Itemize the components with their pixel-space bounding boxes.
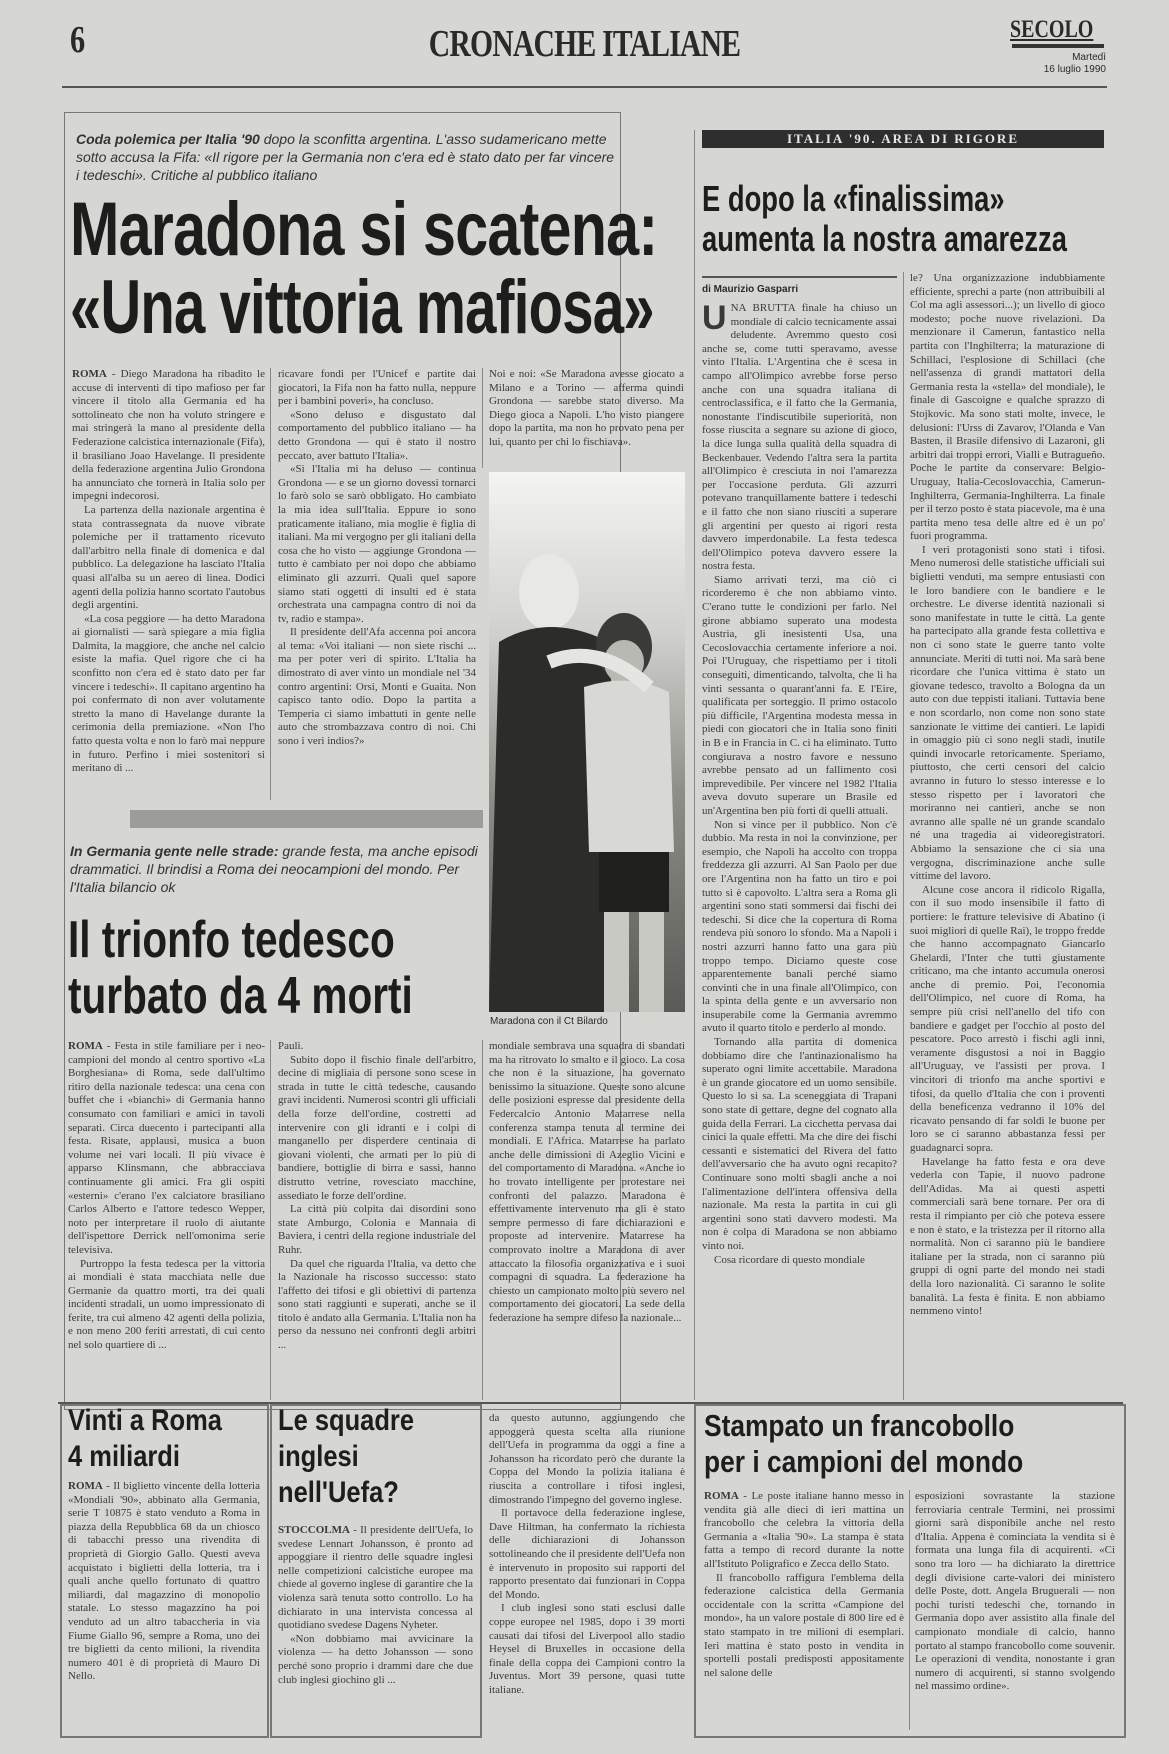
maradona-col-3: [489, 368, 684, 468]
deck-bold: Coda polemica per Italia '90: [76, 131, 260, 147]
paragraph: «Sì l'Italia mi ha deluso — continua Grondona — e se un giorno dovessi tornarci lo farò solo se sarò obbligato. Ho cambiato la mia idea sull'Italia. Eppure io sono praticamente italiano, mia moglie è figlia di italiani. Ma mi vergogno per gli italiani della cosa che ho visto — aggiunge Grondona — tutto è cambiato per noi dopo che abbiamo eliminato gli azzurri. Quali quel sapore siamo stati oggetti di insulti ed è stata orchestrata una campagna contro di noi da tv, radio e stampa».: [278, 463, 476, 625]
paragraph: Alcune cose ancora il ridicolo Rigalla, con il suo modo insensibile il fatto di portiere: le fratture televisive di Abatino (i suoi migliori di quelle Rai), le troppo fredde che hanno accompagnato Giancarlo Ghelardi, l'Inter che tutti giustamente criticano, ma che intanto accumula onerosi anche di premio. Poi, l'economia dell'Olimpico, nel cuore di Roma, ha sempre più crisi nell'anello del tifo con bandiere e gadget per l'occhio al posto del pescatore. Poco arrestò i fischi agli inni, veramente disgustosi a noi in Baggio all'Uruguay, ve l'assisti per prova. I vincitori di trionfo ma anche sportivi e tifosi, da quello d'Italia che con i proventi della beneficenza vedranno il 10% del ricavato pensando di far soldi le buone per loro se ci saranno abbastanza fessi per guadagnarci sopra.: [910, 883, 1105, 1154]
column-rule: [694, 130, 695, 1400]
paragraph: «Sono deluso e disgustato dal comportamento del pubblico italiano — ha detto Grondona — qui è stato il nostro peccato, aver battuto l'Italia».: [278, 408, 476, 462]
paragraph: Tornando alla partita di domenica dobbiamo dire che l'antinazionalismo ha superato ogni limite accettabile. Maradona è un grande giocatore ed un uomo sensibile. Questo lo si sa. La sceneggiata di Trapani sono state di gettare, degne del cognato alla guida della Ferrari. La cicchetta pervasa dai cinici la quale effetti. Ma che dire dei fischi cessanti e sistematici del Rivera del fatto dell'avversario che ha avuto ogni recapito? Continuare sono molti sbagli anche a noi l'alimentazione dell'intera offensiva della nazionale. Ma resta la partita in cui gli argentini sono stati davvero modesti. Ma non è colpa di Maradona se non abbiamo vinto noi.: [702, 1036, 897, 1252]
column-rule: [909, 1490, 910, 1730]
column-rule: [482, 368, 483, 468]
paragraph: «Non dobbiamo mai avvicinare la violenza — ha detto Johansson — sono perché sono proprio i drammi dare che due club inglesi giochino gli ...: [278, 1632, 473, 1686]
germania-deck: [70, 842, 480, 896]
finalissima-col-2: [910, 272, 1105, 1400]
finalissima-headline-2: aumenta la nostra amarezza: [702, 218, 1067, 259]
byline: di Maurizio Gasparri: [702, 284, 799, 295]
vinti-headline-2: 4 miliardi: [68, 1440, 180, 1473]
logo-underbar: [1012, 44, 1104, 48]
paragraph: «La cosa peggiore — ha detto Maradona ai giornalisti — sarà spiegare a mia figlia Dalmita, la maggiore, che anche nel calcio esiste la mafia. Quel rigore che ci ha sconfitto non c'era ed è stato dato per far vincere i tedeschi». Il capitano argentino ha poi confermato di non aver volutamente stretto la mano di Havelange durante la cerimonia della premiazione. «Non l'ho fatto questa volta e non lo farò mai neppure in futuro. Perfino i miei sostenitori si meritano di ...: [72, 612, 265, 775]
francobollo-headline-1: Stampato un francobollo: [704, 1408, 1015, 1443]
paragraph: Il presidente dell'Afa accenna poi ancora al tema: «Voi italiani — non siete rischi ... ma per poter veri di spirito. L'Italia ha dimostrato di aver vinto un mondiale nel '34 contro argentini: Orsi, Monti e Guaita. Non capisco tanto odio. Dopo la partita a Temperia ci siamo imbattuti in gente nelle auto che strombazzava contro di noi. Chi sono i veri indios?»: [278, 626, 476, 748]
finalissima-col-1: [702, 302, 897, 1400]
paragraph: Noi e noi: «Se Maradona avesse giocato a Milano e a Torino — afferma quindi Grondona — sarebbe stato diverso. Ma Diego gioca a Napoli. L'ho visto piangere dopo la partita, ma non ho provato pena per lui, quanto per chi lo fischiava».: [489, 368, 684, 448]
issue-date-text: 16 luglio 1990: [1043, 64, 1106, 75]
section-divider-bar: [130, 810, 483, 828]
paragraph: - Diego Maradona ha ribadito le accuse di interventi di tipo mafioso per far vincere il titolo alla Germania ed ha sottolineato che non ha voluto stringere e mai stringerà la mano al presidente della Federazione calcistica internazionale (Fifa), il brasiliano Joao Havelange. Il presidente della federazione argentina Julio Grondona ha annunciato che tornerà in Italia solo per impegni indecorosi.: [72, 368, 265, 503]
germania-col-2: [278, 1040, 476, 1400]
header-rule: [62, 86, 1107, 88]
maradona-col-1: [72, 368, 265, 800]
issue-day: Martedì: [1072, 52, 1106, 63]
dateline: ROMA: [68, 1040, 103, 1052]
dateline: ROMA: [68, 1480, 103, 1492]
dropcap: U: [702, 302, 727, 337]
issue-date: [1000, 52, 1106, 76]
germania-headline-2: turbato da 4 morti: [68, 967, 413, 1025]
paragraph: esposizioni sovrastante la stazione ferroviaria centrale Termini, nei prossimi giorni sarà disponibile anche nel resto d'Italia. Appena è cominciata la vendita si è formata una lunga fila di acquirenti. «Ci sono tra loro — ha dichiarato la direttrice degli divisione carte-valori dei ministero delle Poste, dott. Angela Bruguerali — non pochi turisti tedeschi che, tornando in Germania dopo aver assistito alla finale del campionato mondiale di calcio, hanno portato al stampo francobollo come souvenir. Le operazioni di vendita, nonostante i gran numero di acquirenti, si stanno svolgendo nel massimo ordine».: [915, 1490, 1115, 1693]
dateline: ROMA: [704, 1490, 739, 1502]
germania-col-3: [489, 1040, 685, 1400]
column-rule: [270, 368, 271, 800]
column-rule: [270, 1040, 271, 1400]
maradona-headline-1: Maradona si scatena:: [70, 187, 658, 272]
byline-rule: [702, 276, 897, 278]
maradona-headline-2: «Una vittoria mafiosa»: [70, 265, 654, 350]
paragraph: Purtroppo la festa tedesca per la vittoria ai mondiali è stata macchiata nelle due Germanie da quattro morti, tra dei quali incidenti stradali, un uomo impressionato di ferite, tra cui almeno 42 agenti della polizia, e non meno 200 feriti arrestati, di cui cento nel solo quartiere di ...: [68, 1257, 265, 1352]
dateline: STOCCOLMA: [278, 1524, 350, 1536]
photo-caption: Maradona con il Ct Bilardo: [490, 1016, 608, 1027]
germania-col-1: [68, 1040, 265, 1400]
inglesi-headline-3: nell'Uefa?: [278, 1476, 399, 1509]
inglesi-body: [278, 1524, 473, 1730]
paragraph: Havelange ha fatto festa e ora deve vederla con Tapie, il nuovo padrone dell'Adidas. Ma ai questi aspetti commerciali sarà bene tornare. Per ora di resta il rimpianto per ciò che poteva essere e non è stato, e la tristezza per il ritorno alla normalità. Non ci saranno più le bandiere italiane per la strada, non ci saranno più gruppi di ogni parte del mondo nei stadi della loro nazionalità. Ci saranno le solite banalità. La festa è finita. E non abbiamo nemmeno vinto!: [910, 1155, 1105, 1318]
paragraph: Il francobollo raffigura l'emblema della federazione calcistica della Germania occidentale con la scritta «Campione del mondo», ha un valore postale di 800 lire ed è stato stampato in tre milioni di esemplari. Ieri mattina è stato posto in vendita in sportelli postali predisposti appositamente nel salone delle: [704, 1571, 904, 1679]
paragraph: - Il presidente dell'Uefa, lo svedese Lennart Johansson, è pronto ad appoggiare il rientro delle squadre inglesi nelle competizioni calcistiche europee ma chiede al governo inglese di garantire che la violenza sarà tenuta sotto controllo. Lo ha dichiarato in una intervista concessa al quotidiano svedese Dagens Nyheter.: [278, 1524, 473, 1632]
paragraph: Da quel che riguarda l'Italia, va detto che la Nazionale ha riscosso successo: stato l'affetto dei tifosi e gli obiettivi di partenza sono stati raggiunti e superati, anche se il titolo è andato alla Germania. L'Italia non ha perso da nessuno nei confronti degli arbitri ...: [278, 1257, 476, 1352]
deck-text: grande festa, ma anche episodi drammatici. Il brindisi a Roma dei neocampioni del mondo. Per l'Italia bilancio ok: [70, 843, 478, 895]
paragraph: La partenza della nazionale argentina è stata contrassegnata da nuove vibrate polemiche per il trattamento ricevuto dall'arbitro nella finale di domenica e dal pubblico. La delegazione ha lasciato l'Italia quasi all'alba su un aereo di linea. Dodici agenti della polizia hanno scortato l'autobus degli argentini.: [72, 503, 265, 612]
vinti-headline-1: Vinti a Roma: [68, 1404, 222, 1437]
paragraph: - Festa in stile familiare per i neo-campioni del mondo al centro sportivo «La Borghesiana» di Roma, sede dall'ultimo ritiro della nazionale tedesca: una cena con buffet che i «bianchi» di Germania hanno consumato con familiari e amici in tavoli separati. Circa duecento i partecipanti alla festa. Risate, applausi, musica a buon volume nei vari locali. Il più vivace è apparso Klinsmann, che abbracciava continuamente gli amici. Fra gli ospiti «esterni» c'erano l'ex calciatore brasiliano Carlos Alberto e l'attore tedesco Wepper, noto per interpretare il ruolo di aiutante dell'ispettore Derrick nell'omonima serie televisiva.: [68, 1040, 265, 1256]
paragraph: I veri protagonisti sono stati i tifosi. Meno numerosi delle statistiche ufficiali sui biglietti venduti, ma sempre entusiasti con le loro bandiere con le bandiere e le orchestre. Le diverse identità nazionali si sono manifestate in tutte le città. La gente ha partecipato alla grande festa collettiva e non ci sono state le guerre tanto volte annunciate. Meriti di tutti noi. Ma sarà bene ricordare che l'unica vittima è stato un giovane tedesco, travolto a Bologna da un auto con due teppisti italiani. Tuttavia bene e non scordarlo, non come non sono state sanzionate le vittime dei cantieri. Le lapidi in omaggio più ci sono negli stadi, inutile quindi invocarle retoricamente. Speriamo, piuttosto, che certi censori del calcio avranno in futuro lo stesso interesse e lo stesso rispetto per i lavoratori che moriranno nei cantieri, anche se non avranno alle spalle né un grande scandalo né una tragedia ai videoregistratori. Abbiamo la sensazione che ci sia una vergogna, discriminazione anche sulle vittime del lavoro.: [910, 543, 1105, 883]
maradona-col-2: [278, 368, 476, 800]
photo-figures: [489, 472, 685, 1012]
paragraph: Subito dopo il fischio finale dell'arbitro, decine di migliaia di persone sono scese in strada in tutte le città tedesche, causando gravi incidenti. Numerosi scontri gli ufficiali della forze dell'ordine, costretti ad intervenire con gli idranti e i colpi di manganello per disperdere centinaia di giovani violenti, che armati per lo più di bandiere, bottiglie di birra e sassi, hanno distrutto vetrine, rovesciato macchine, assediato le forze dell'ordine.: [278, 1053, 476, 1202]
dateline: ROMA: [72, 368, 107, 380]
inglesi-col-continued: [489, 1412, 685, 1730]
maradona-deck: [76, 130, 616, 184]
inglesi-headline-2: inglesi: [278, 1440, 359, 1473]
francobollo-col-1: [704, 1490, 904, 1730]
paragraph: - Il biglietto vincente della lotteria «Mondiali '90», abbinato alla Germania, serie T 10875 è stato venduto a Roma in piazza della Repubblica 68 da un chiosco di tabacchi presso una rivendita di proprietà di Giorgio Gallo. Questi aveva acquistato i biglietti della lotteria, tra i quali anche quello fortunato di quattro miliardi, dal magazzino di monopolio statale. Lo stesso magazzino ha poi venduto ad un altro tabaccheria in via Fiume Giallo 96, sempre a Roma, uno dei tre biglietti da cento milioni, la rivendita numero 401 è di proprietà di Mauro Di Nello.: [68, 1480, 260, 1683]
page-number: 6: [70, 19, 86, 61]
section-title: CRONACHE ITALIANE: [428, 23, 741, 65]
paragraph: La città più colpita dai disordini sono state Amburgo, Colonia e Mannaia di Baviera, i centri della regione industriale del Ruhr.: [278, 1203, 476, 1256]
francobollo-headline-2: per i campioni del mondo: [704, 1444, 1024, 1479]
paragraph: Siamo arrivati terzi, ma ciò ci ricorderemo è che non abbiamo vinto. C'erano tutte le condizioni per farlo. Nel girone abbiamo superato una modesta Austria, gli inesistenti Usa, una Cecoslovacchia certamente inferiore a noi. Poi l'Uruguay, che rispettiamo per i titoli conseguiti, dimenticando, talvolta, che li ha vinti sessanta o quarant'anni fa. E l'Eire, qualificata per sorteggio. Il primo ostacolo più difficile, l'Argentina modesta messa in piedi con giocatori che in Italia sono finiti in B e in Francia in C. ci ha eliminato. Tutto congiurava a nostro favore e nessuno avrebbe pensato ad un fallimento così imprevedibile. Per vincere nel 1982 l'Italia aveva dovuto superare un Brasile ed un'Argentina ben più forti di quelli attuali.: [702, 573, 897, 817]
deck-bold: In Germania gente nelle strade:: [70, 843, 279, 859]
paragraph: mondiale sembrava una squadra di sbandati ma ha ritrovato lo smalto e il gioco. La cosa che non è la situazione, ha governato benissimo la situazione. Queste sono alcune delle posizioni espresse dal presidente della Federcalcio Antonio Matarrese nella conferenza stampa tenuta al termine dei mondiali. E l'Africa. Matarrese ha parlato anche delle dimissioni di Azeglio Vicini e del comportamento di Maradona. «Anche io ho trovato intelligente per protestare nei confronti del palazzo. Maradona è effettivamente intervenuto ma gli è stato sempre permesso di fare dichiarazioni e proposte ad intervenire. Matarrese ha comprovato inoltre a Maradona di aver attaccato la filosofia organizzativa e i suoi compagni di squadra. La federazione ha chiesto un campionato molto più severo nel comportamento dei giocatori. La sede della federazione ha sempre difeso la nazionale...: [489, 1040, 685, 1324]
germania-headline-1: Il trionfo tedesco: [68, 911, 395, 969]
photo-maradona-bilardo: [489, 472, 685, 1012]
newspaper-logo: SECOLO: [1010, 16, 1094, 43]
paragraph: Pauli.: [278, 1040, 304, 1052]
paragraph: ricavare fondi per l'Unicef e partite dai giocatori, la Fifa non ha fatto nulla, neppure per i bambini poveri», ha concluso.: [278, 368, 476, 408]
paragraph: I club inglesi sono stati esclusi dalle coppe europee nel 1985, dopo i 39 morti causati dai tifosi del Liverpool allo stadio Heysel di Bruxelles in occasione della finale della coppa dei Campioni contro la Juventus. Mort 39 persone, quasi tutte italiane.: [489, 1602, 685, 1696]
finalissima-headline-1: E dopo la «finalissima»: [702, 178, 1005, 219]
paragraph: da questo autunno, aggiungendo che appoggerà questa scelta alla riunione dell'Uefa in programma da oggi a fine a Johansson ha ricordato però che durante la Coppa del Mondo la polizia italiana è riuscita a controllare i tifosi inglesi, dimostrando l'impegno del governo inglese.: [489, 1412, 685, 1506]
paragraph: Non si vince per il pubblico. Non c'è dubbio. Ma resta in noi la convinzione, per esempio, che Napoli ha accolto con troppa freddezza gli azzurri. Al San Paolo per due ore l'Argentina non ha fatto un tiro e poi tutto si è capovolto. L'altra sera a Roma gli argentini sono stati sommersi dai fischi dei tedeschi. Si dice che la copertura di Roma rendeva più sonoro lo sfondo. Ma a Napoli i nostri azzurri hanno fatto una gara più troppo tempo. Diciamo queste cose apparentemente banali perché siamo convinti che in una finale all'Olimpico, con la spinta della gente e un avversario non insuperabile come la Germania avremmo avuto il quarto titolo e perderlo al mondo.: [702, 818, 897, 1035]
paragraph: - Le poste italiane hanno messo in vendita già alle dieci di ieri mattina un francobollo che celebra la vittoria della Germania a «Italia '90». La stampa è stata fatta a tempo di record durante la notte all'Istituto Poligrafico e Zecca dello Stato.: [704, 1490, 904, 1570]
rubric-band: ITALIA '90. AREA DI RIGORE: [702, 130, 1104, 148]
column-rule: [903, 272, 904, 1400]
paragraph: Cosa ricordare di questo mondiale: [714, 1253, 865, 1266]
paragraph: NA BRUTTA finale ha chiuso un mondiale di calcio tecnicamente assai deludente. Avremmo questo così anche se, come tutti speravamo, avesse vinto l'Italia. L'Argentina che è scesa in campo all'Olimpico avrebbe forse perso anche con una squadra italiana di centroclassifica, e il fatto che la Germania, nonostante l'indiscutibile superiorità, non fosse riuscita a segnare su azione di gioco, la dice lunga sulla qualità della squadra di Beckenbauer. Vedendo l'altra sera la partita all'Olimpico è cresciuta in noi l'amarezza per l'occasione perduta. Gli azzurri potevano tranquillamente battere i tedeschi e il fatto che non siano riusciti a superare gli argentini per questo ai rigori resta davvero imperdonabile. La festa tedesca dell'Olimpico poteva davvero essere la nostra festa.: [702, 302, 897, 573]
deck-text: dopo la sconfitta argentina. L'asso sudamericano mette sotto accusa la Fifa: «Il rigore per la Germania non c'era ed è stato dato per far vincere i tedeschi». Critiche al pubblico italiano: [76, 131, 615, 183]
paragraph: Il portavoce della federazione inglese, Dave Hiltman, ha confermato la richiesta delle dichiarazioni di Johansson sottolineando che il presidente dell'Uefa non è intervenuto in proposito sui rapporti del rapporto presentato dai funzionari in Coppa del Mondo.: [489, 1507, 685, 1601]
inglesi-headline-1: Le squadre: [278, 1404, 415, 1437]
paragraph: le? Una organizzazione indubbiamente efficiente, sprechi a parte (non attribuibili al Col ma agli assessori...); un livello di gioco modesto; poche nuove rivelazioni. Da menzionare il Camerun, fantastico nella partita con l'Inghilterra; la maturazione di Schillaci, l'esplosione di Schillaci (che nell'assenza di grandi mattatori della Germania resta la «stella» del mondiale), le finale di Gascoigne e qualche sprazzo di Stojkovic. Ma sono stati molte, invece, le delusioni: l'Urss di Zavarov, l'Olanda e Van Basten, il Brasile difensivo di Lazaroni, gli arbitri dai troppi errori, Vialli e Butragueño. Poche le partite da conservare: Belgio-Uruguay, Italia-Cecoslovacchia, Camerun-Inghilterra, Germania-Inghilterra. La finale per il terzo posto è stata piacevole, ma è una partita meno tesa delle altre ed è un po' fuori programma.: [910, 272, 1105, 543]
column-rule: [482, 1040, 483, 1400]
francobollo-col-2: [915, 1490, 1115, 1730]
vinti-body: [68, 1480, 260, 1730]
